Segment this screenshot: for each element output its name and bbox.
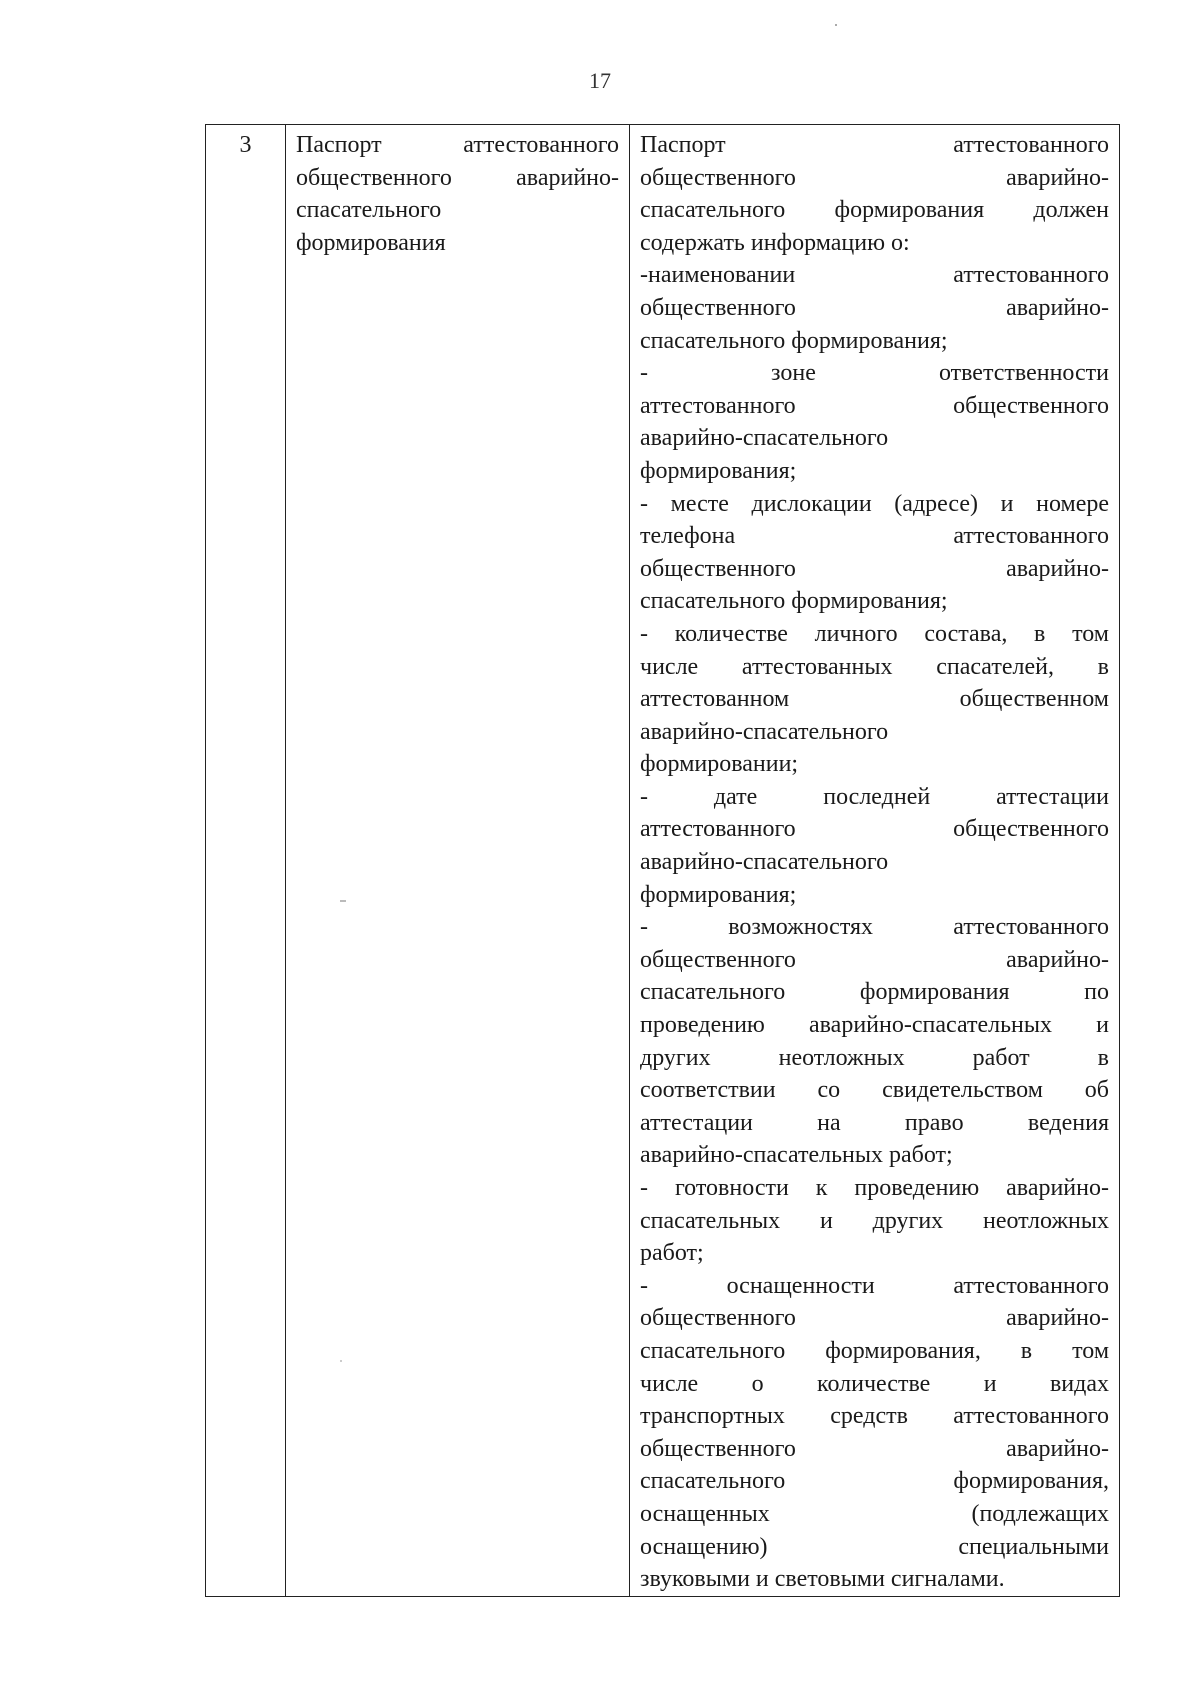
document-description-line: общественного аварийно- xyxy=(640,555,1109,582)
document-description-line: спасательного формирования, в том xyxy=(640,1337,1109,1364)
document-description-line: общественного аварийно- xyxy=(640,946,1109,973)
document-description-line: оснащению) специальными xyxy=(640,1533,1109,1560)
document-description-line: - оснащенности аттестованного xyxy=(640,1272,1109,1299)
document-description-line: аттестации на право ведения xyxy=(640,1109,1109,1136)
document-description-line: числе аттестованных спасателей, в xyxy=(640,653,1109,680)
document-description-line: аварийно-спасательного xyxy=(640,718,889,745)
document-description-line: спасательного формирования; xyxy=(640,327,948,354)
document-name-line: спасательного xyxy=(296,197,442,224)
document-description-line: - месте дислокации (адресе) и номере xyxy=(640,490,1109,517)
document-description-line: общественного аварийно- xyxy=(640,1305,1109,1332)
document-name-line: формирования xyxy=(296,229,446,256)
document-description xyxy=(640,129,1109,1596)
document-name-cell xyxy=(286,125,630,1597)
document-description-line: формировании; xyxy=(640,751,799,778)
document-description-line: - количестве личного состава, в том xyxy=(640,620,1109,647)
scan-speck xyxy=(835,24,837,26)
document-description-line: других неотложных работ в xyxy=(640,1044,1109,1071)
document-description-line: - возможностях аттестованного xyxy=(640,914,1109,941)
document-description-line: аварийно-спасательного xyxy=(640,425,889,452)
document-description-line: звуковыми и световыми сигналами. xyxy=(640,1566,1005,1593)
document-description-line: -наименовании аттестованного xyxy=(640,262,1109,289)
document-description-line: числе о количестве и видах xyxy=(640,1370,1109,1397)
document-description-line: - зоне ответственности xyxy=(640,360,1109,387)
document-description-line: общественного аварийно- xyxy=(640,294,1109,321)
document-name-line: общественного аварийно- xyxy=(296,164,619,191)
document-name xyxy=(296,129,619,259)
document-description-line: спасательного формирования по xyxy=(640,979,1109,1006)
document-table xyxy=(205,124,1120,1597)
document-description-line: аттестованного общественного xyxy=(640,392,1109,419)
document-description-line: оснащенных (подлежащих xyxy=(640,1500,1109,1527)
document-description-line: работ; xyxy=(640,1240,704,1267)
document-description-line: телефона аттестованного xyxy=(640,523,1109,550)
document-description-line: аварийно-спасательного xyxy=(640,849,889,876)
document-description-line: общественного аварийно- xyxy=(640,1435,1109,1462)
document-description-line: - готовности к проведению аварийно- xyxy=(640,1175,1109,1201)
document-description-line: содержать информацию о: xyxy=(640,229,910,256)
document-description-line: - дате последней аттестации xyxy=(640,783,1109,810)
document-description-line: аттестованного общественного xyxy=(640,816,1109,843)
document-description-cell xyxy=(630,125,1120,1597)
document-name-line: Паспорт аттестованного xyxy=(296,132,619,158)
document-description-line: транспортных средств аттестованного xyxy=(640,1403,1109,1430)
document-description-line: аварийно-спасательных работ; xyxy=(640,1142,953,1169)
page-number: 17 xyxy=(589,68,611,93)
document-description-line: спасательного формирования, xyxy=(640,1468,1109,1495)
document-description-line: Паспорт аттестованного xyxy=(640,132,1109,158)
document-description-line: проведению аварийно-спасательных и xyxy=(640,1012,1109,1039)
row-number-cell xyxy=(206,125,286,1597)
document-description-line: спасательных и других неотложных xyxy=(640,1207,1109,1234)
row-number: 3 xyxy=(239,132,252,158)
document-description-line: спасательного формирования должен xyxy=(640,197,1109,224)
document-description-line: аттестованном общественном xyxy=(640,686,1109,713)
document-description-line: соответствии со свидетельством об xyxy=(640,1077,1109,1104)
document-description-line: формирования; xyxy=(640,457,797,484)
table-row xyxy=(206,125,1120,1597)
document-description-line: спасательного формирования; xyxy=(640,588,948,615)
document-description-line: формирования; xyxy=(640,881,797,908)
document-description-line: общественного аварийно- xyxy=(640,164,1109,191)
